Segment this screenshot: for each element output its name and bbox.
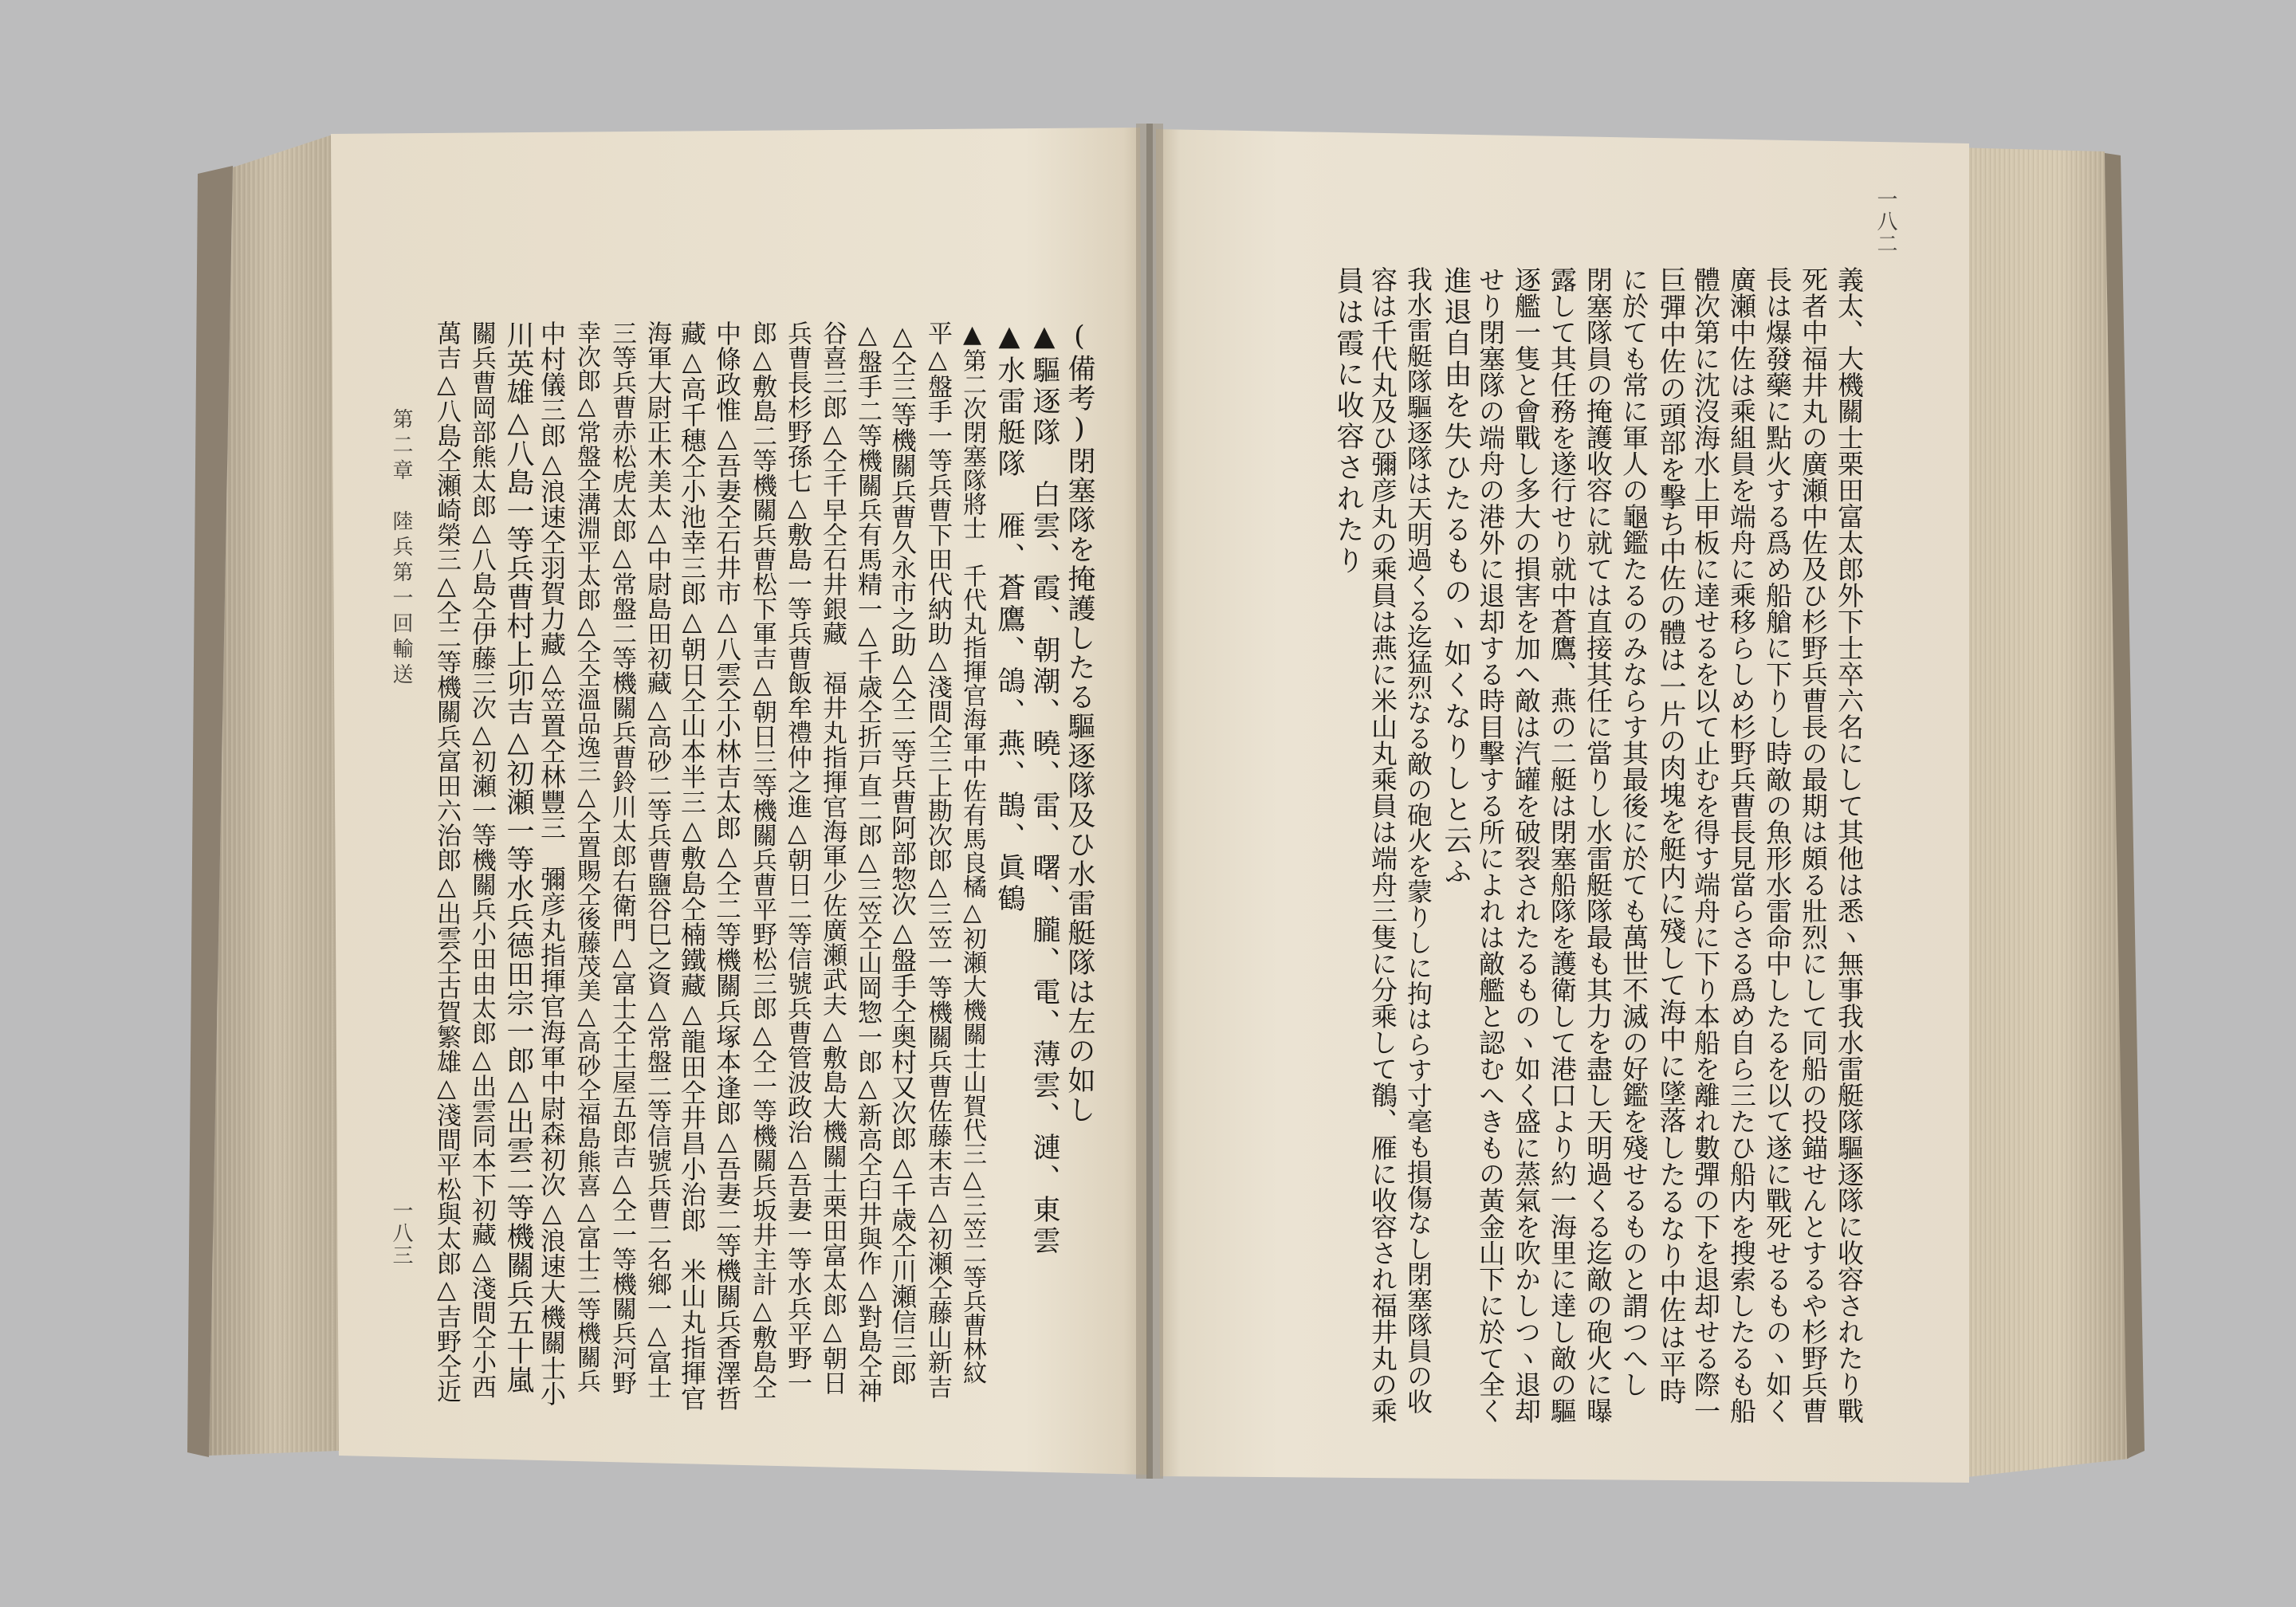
- text-column: 我水雷艇隊驅逐隊は天明過くる迄猛烈なる敵の砲火を蒙りしに拘はらす寸毫も損傷なし閉塞隊員の收: [1403, 266, 1433, 1414]
- text-column: 川英雄△八島一等兵曹村上卯吉△初瀬一等水兵德田宗一郎△出雲二等機關兵五十嵐: [502, 320, 534, 1394]
- text-column: 逐艦一隻と會戰し多大の損害を加へ敵は汽罐を破裂されたるものヽ如く盛に蒸氣を吹かしつヽ退却: [1511, 266, 1542, 1424]
- text-column: 平△盤手一等兵曹下田代納助△淺間仝三上勘次郎△三笠一等機關兵曹佐藤末吉△初瀬仝藤山新吉: [923, 320, 952, 1399]
- text-column: 中條政惟△吾妻仝石井市△八雲仝小林吉太郎△仝二等機關兵塚本逢郎△吾妻二等機關兵香澤哲: [712, 320, 742, 1411]
- text-column: に於ても常に軍人の龜鑑たるのみならす其最後に於ても萬世不滅の好鑑を殘せるものと謂つへし: [1618, 266, 1649, 1397]
- text-column: 露して其任務を遂行せり就中蒼鷹、燕の二艇は閉塞船隊を護衛して港口より約一海里に達し敵の驅: [1547, 266, 1578, 1424]
- text-column: 巨彈中佐の頭部を擊ち中佐の體は一片の肉塊を艇内に殘して海中に墜落したるなり中佐は平時: [1654, 266, 1686, 1405]
- text-column: (備考)閉塞隊を掩護したる驅逐隊及ひ水雷艇隊は左の如し: [1063, 320, 1095, 1125]
- text-column: 幸次郎△常盤仝溝淵平太郎△仝仝溫品逸三△仝置賜仝後藤茂美△高砂仝福島熊喜△富士二等機關兵: [572, 320, 600, 1393]
- text-column: 關兵曹岡部熊太郎△八島仝伊藤三次△初瀬一等機關兵小田由太郎△出雲同本下初藏△淺間仝小西: [467, 320, 496, 1399]
- text-column: 谷喜三郎△仝千早仝石井銀藏 福井丸指揮官海軍少佐廣瀬武夫△敷島大機關士栗田富太郎△朝日: [818, 320, 847, 1395]
- text-column: △盤手二等機關兵有馬精一△千歳仝折戸直二郎△三笠仝山岡惣一郎△新高仝臼井與作△對島仝神: [853, 320, 882, 1403]
- text-column: 容は千代丸及ひ彌彦丸の乘員は燕に米山丸乘員は端舟三隻に分乘して鶺、雁に收容され福井丸の乘: [1367, 266, 1398, 1424]
- text-column: ▲第二次閉塞隊將士 千代丸指揮官海軍中佐有馬良橘△初瀬大機關士山賀代三△三笠二等兵曹林紋: [958, 320, 986, 1385]
- left-page-page-number: 一八三: [389, 1200, 413, 1267]
- text-column: 三等兵曹赤松虎太郎△常盤二等機關兵曹鈴川太郎右衛門△富士仝土屋五郎吉△仝一等機關兵河野: [607, 320, 636, 1395]
- text-column: △仝三等機關兵曹久永市之助△仝二等兵曹阿部惣次△盤手仝奥村又次郎△千歳仝川瀬信三郎: [887, 320, 918, 1385]
- text-column: 藏△高千穗仝小池幸三郎△朝日仝山本半三△敷島仝楠鐵藏△龍田仝井昌小治郎 米山丸指揮官: [677, 320, 707, 1411]
- text-column: 中村儀三郎△浪速仝羽賀力藏△笠置仝林豐三 彌彦丸指揮官海軍中尉森初次△浪速大機關士小: [537, 320, 567, 1406]
- left-page-running-head: 第二章 陸兵第一回輸送: [389, 408, 413, 689]
- text-column: 廣瀬中佐は乘組員を端舟に乘移らしめ杉野兵曹長見當らさる爲め自ら三たひ船内を搜索したるも船: [1726, 266, 1757, 1424]
- text-column: 體次第に沈沒海水上甲板に達せるを以て止むを得す端舟に下り本船を離れ數彈の下を退却せる際一: [1690, 266, 1721, 1424]
- text-column: 進退自由を失ひたるものヽ如くなりしと云ふ: [1440, 266, 1472, 888]
- text-column: ▲驅逐隊 白雲、霞、朝潮、曉、雷、曙、朧、電、薄雲、漣、東雲: [1028, 320, 1060, 1257]
- text-column: 海軍大尉正木美太△中尉島田初藏△高砂二等兵曹鹽谷巳之資△常盤二等信號兵曹二名鄉一△富士: [643, 320, 671, 1399]
- text-column: 義太、大機關士栗田富太郎外下士卒六名にして其他は悉ヽ無事我水雷艇隊驅逐隊に收容されたり戰: [1834, 266, 1865, 1424]
- text-column: 萬吉△八島仝瀬崎榮三△仝二等機關兵富田六治郎△出雲仝古賀繁雄△淺間平松與太郎△吉野仝近: [432, 320, 461, 1403]
- text-column: 兵曹長杉野孫七△敷島一等兵曹飯牟禮仲之進△朝日二等信號兵曹管波政治△吾妻一等水兵平野一: [783, 320, 812, 1395]
- text-column: 員は霞に收容されたり: [1332, 266, 1364, 577]
- text-column: 死者中福井丸の廣瀬中佐及ひ杉野兵曹長の最期は頗る壯烈にして同船の投錨せんとするや杉野兵曹: [1798, 266, 1829, 1424]
- text-column: 郎△敷島二等機關兵曹松下軍吉△朝日三等機關兵曹平野松三郎△仝一等機關兵坂井主計△敷島仝: [748, 320, 776, 1399]
- text-column: せり閉塞隊の端舟の港外に退却する時目擊する所によれは敵艦と認むへきもの黃金山下に於て全く: [1475, 266, 1506, 1424]
- right-page-page-number: 一八二: [1873, 188, 1897, 255]
- text-column: 長は爆發藥に點火する爲め船艙に下りし時敵の魚形水雷命中したるを以て遂に戰死せるものヽ如く: [1762, 266, 1793, 1424]
- text-column: ▲水雷艇隊 雁、蒼鷹、鴿、燕、鵲、眞鶴: [993, 320, 1025, 915]
- text-column: 閉塞隊員の掩護收容に就ては直接其任に當りし水雷艇隊最も其力を盡し天明過くる迄敵の砲火に曝: [1582, 266, 1614, 1424]
